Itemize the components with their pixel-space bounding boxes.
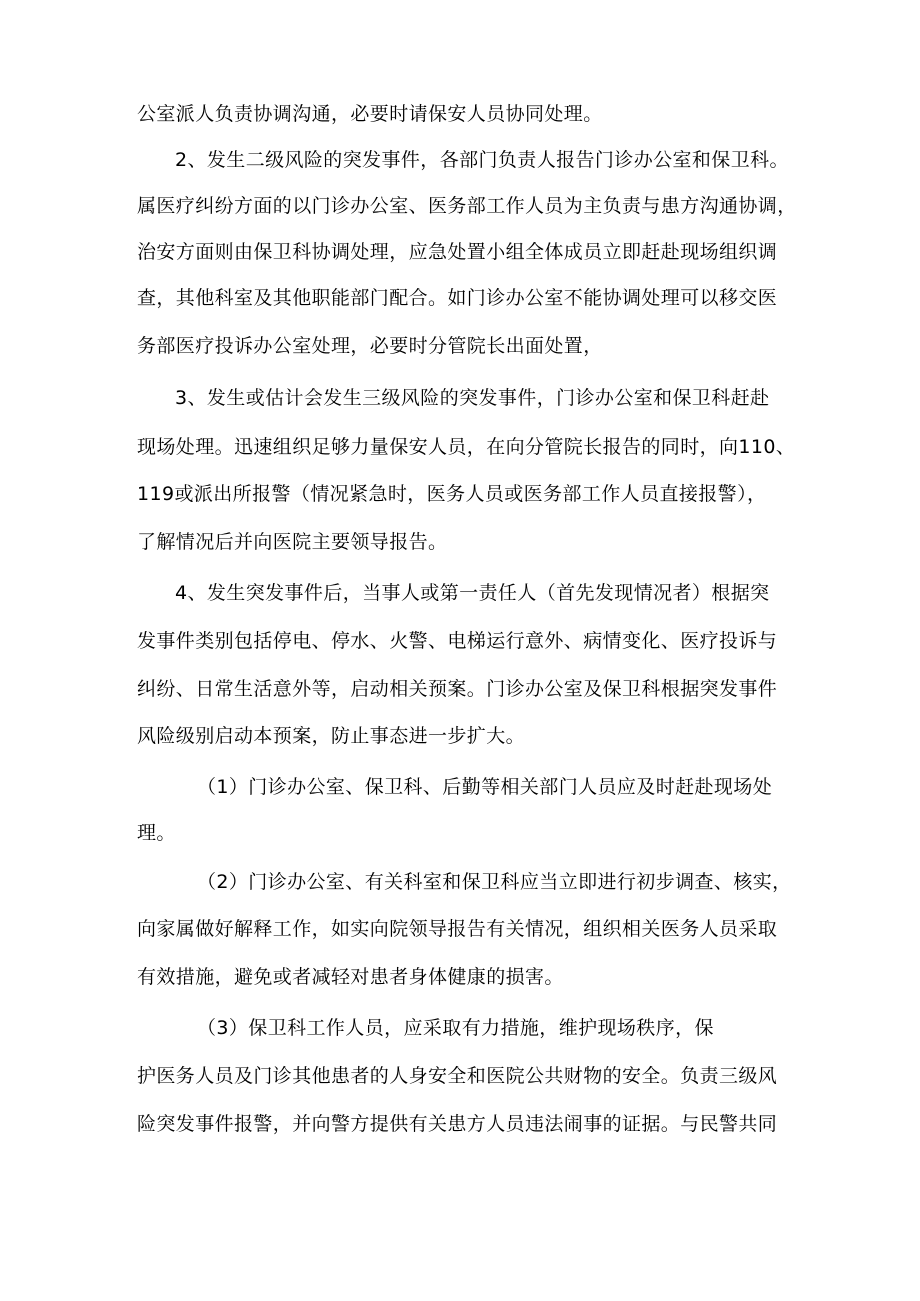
text-line-22: 险突发事件报警，并向警方提供有关患方人员违法闹事的证据。与民警共同 — [137, 1113, 778, 1135]
text-line-10: 了解情况后并向医院主要领导报告。 — [137, 531, 448, 553]
text-line-5: 查，其他科室及其他职能部门配合。如门诊办公室不能协调处理可以移交医 — [137, 287, 778, 309]
text-line-12: 发事件类别包括停电、停水、火警、电梯运行意外、病情变化、医疗投诉与 — [137, 630, 778, 652]
text-line-14: 风险级别启动本预案，防止事态进一步扩大。 — [137, 725, 526, 747]
text-line-8: 现场处理。迅速组织足够力量保安人员，在向分管院长报告的同时，向110、 — [137, 436, 796, 458]
text-line-9: 119或派出所报警（情况紧急时，医务人员或医务部工作人员直接报警）， — [137, 483, 767, 505]
text-line-3: 属医疗纠纷方面的以门诊办公室、医务部工作人员为主负责与患方沟通协调， — [137, 195, 797, 217]
text-line-11: 4、发生突发事件后，当事人或第一责任人（首先发现情况者）根据突 — [175, 582, 770, 604]
text-line-20: （3）保卫科工作人员，应采取有力措施，维护现场秩序，保 — [197, 1017, 714, 1039]
text-line-7: 3、发生或估计会发生三级风险的突发事件，门诊办公室和保卫科赶赴 — [175, 387, 770, 409]
text-line-13: 纠纷、日常生活意外等，启动相关预案。门诊办公室及保卫科根据突发事件 — [137, 678, 778, 700]
text-line-2: 2、发生二级风险的突发事件，各部门负责人报告门诊办公室和保卫科。 — [175, 149, 789, 171]
text-line-1: 公室派人负责协调沟通，必要时请保安人员协同处理。 — [137, 103, 603, 125]
text-line-19: 有效措施，避免或者减轻对患者身体健康的损害。 — [137, 966, 564, 988]
text-line-16: 理。 — [137, 822, 176, 844]
text-line-6: 务部医疗投诉办公室处理，必要时分管院长出面处置， — [137, 335, 603, 357]
text-line-15: （1）门诊办公室、保卫科、后勤等相关部门人员应及时赶赴现场处 — [197, 776, 773, 798]
text-line-21: 护医务人员及门诊其他患者的人身安全和医院公共财物的安全。负责三级风 — [137, 1065, 778, 1087]
text-line-17: （2）门诊办公室、有关科室和保卫科应当立即进行初步调查、核实， — [197, 871, 792, 893]
text-line-4: 治安方面则由保卫科协调处理，应急处置小组全体成员立即赶赴现场组织调 — [137, 241, 778, 263]
text-line-18: 向家属做好解释工作，如实向院领导报告有关情况，组织相关医务人员采取 — [137, 918, 778, 940]
